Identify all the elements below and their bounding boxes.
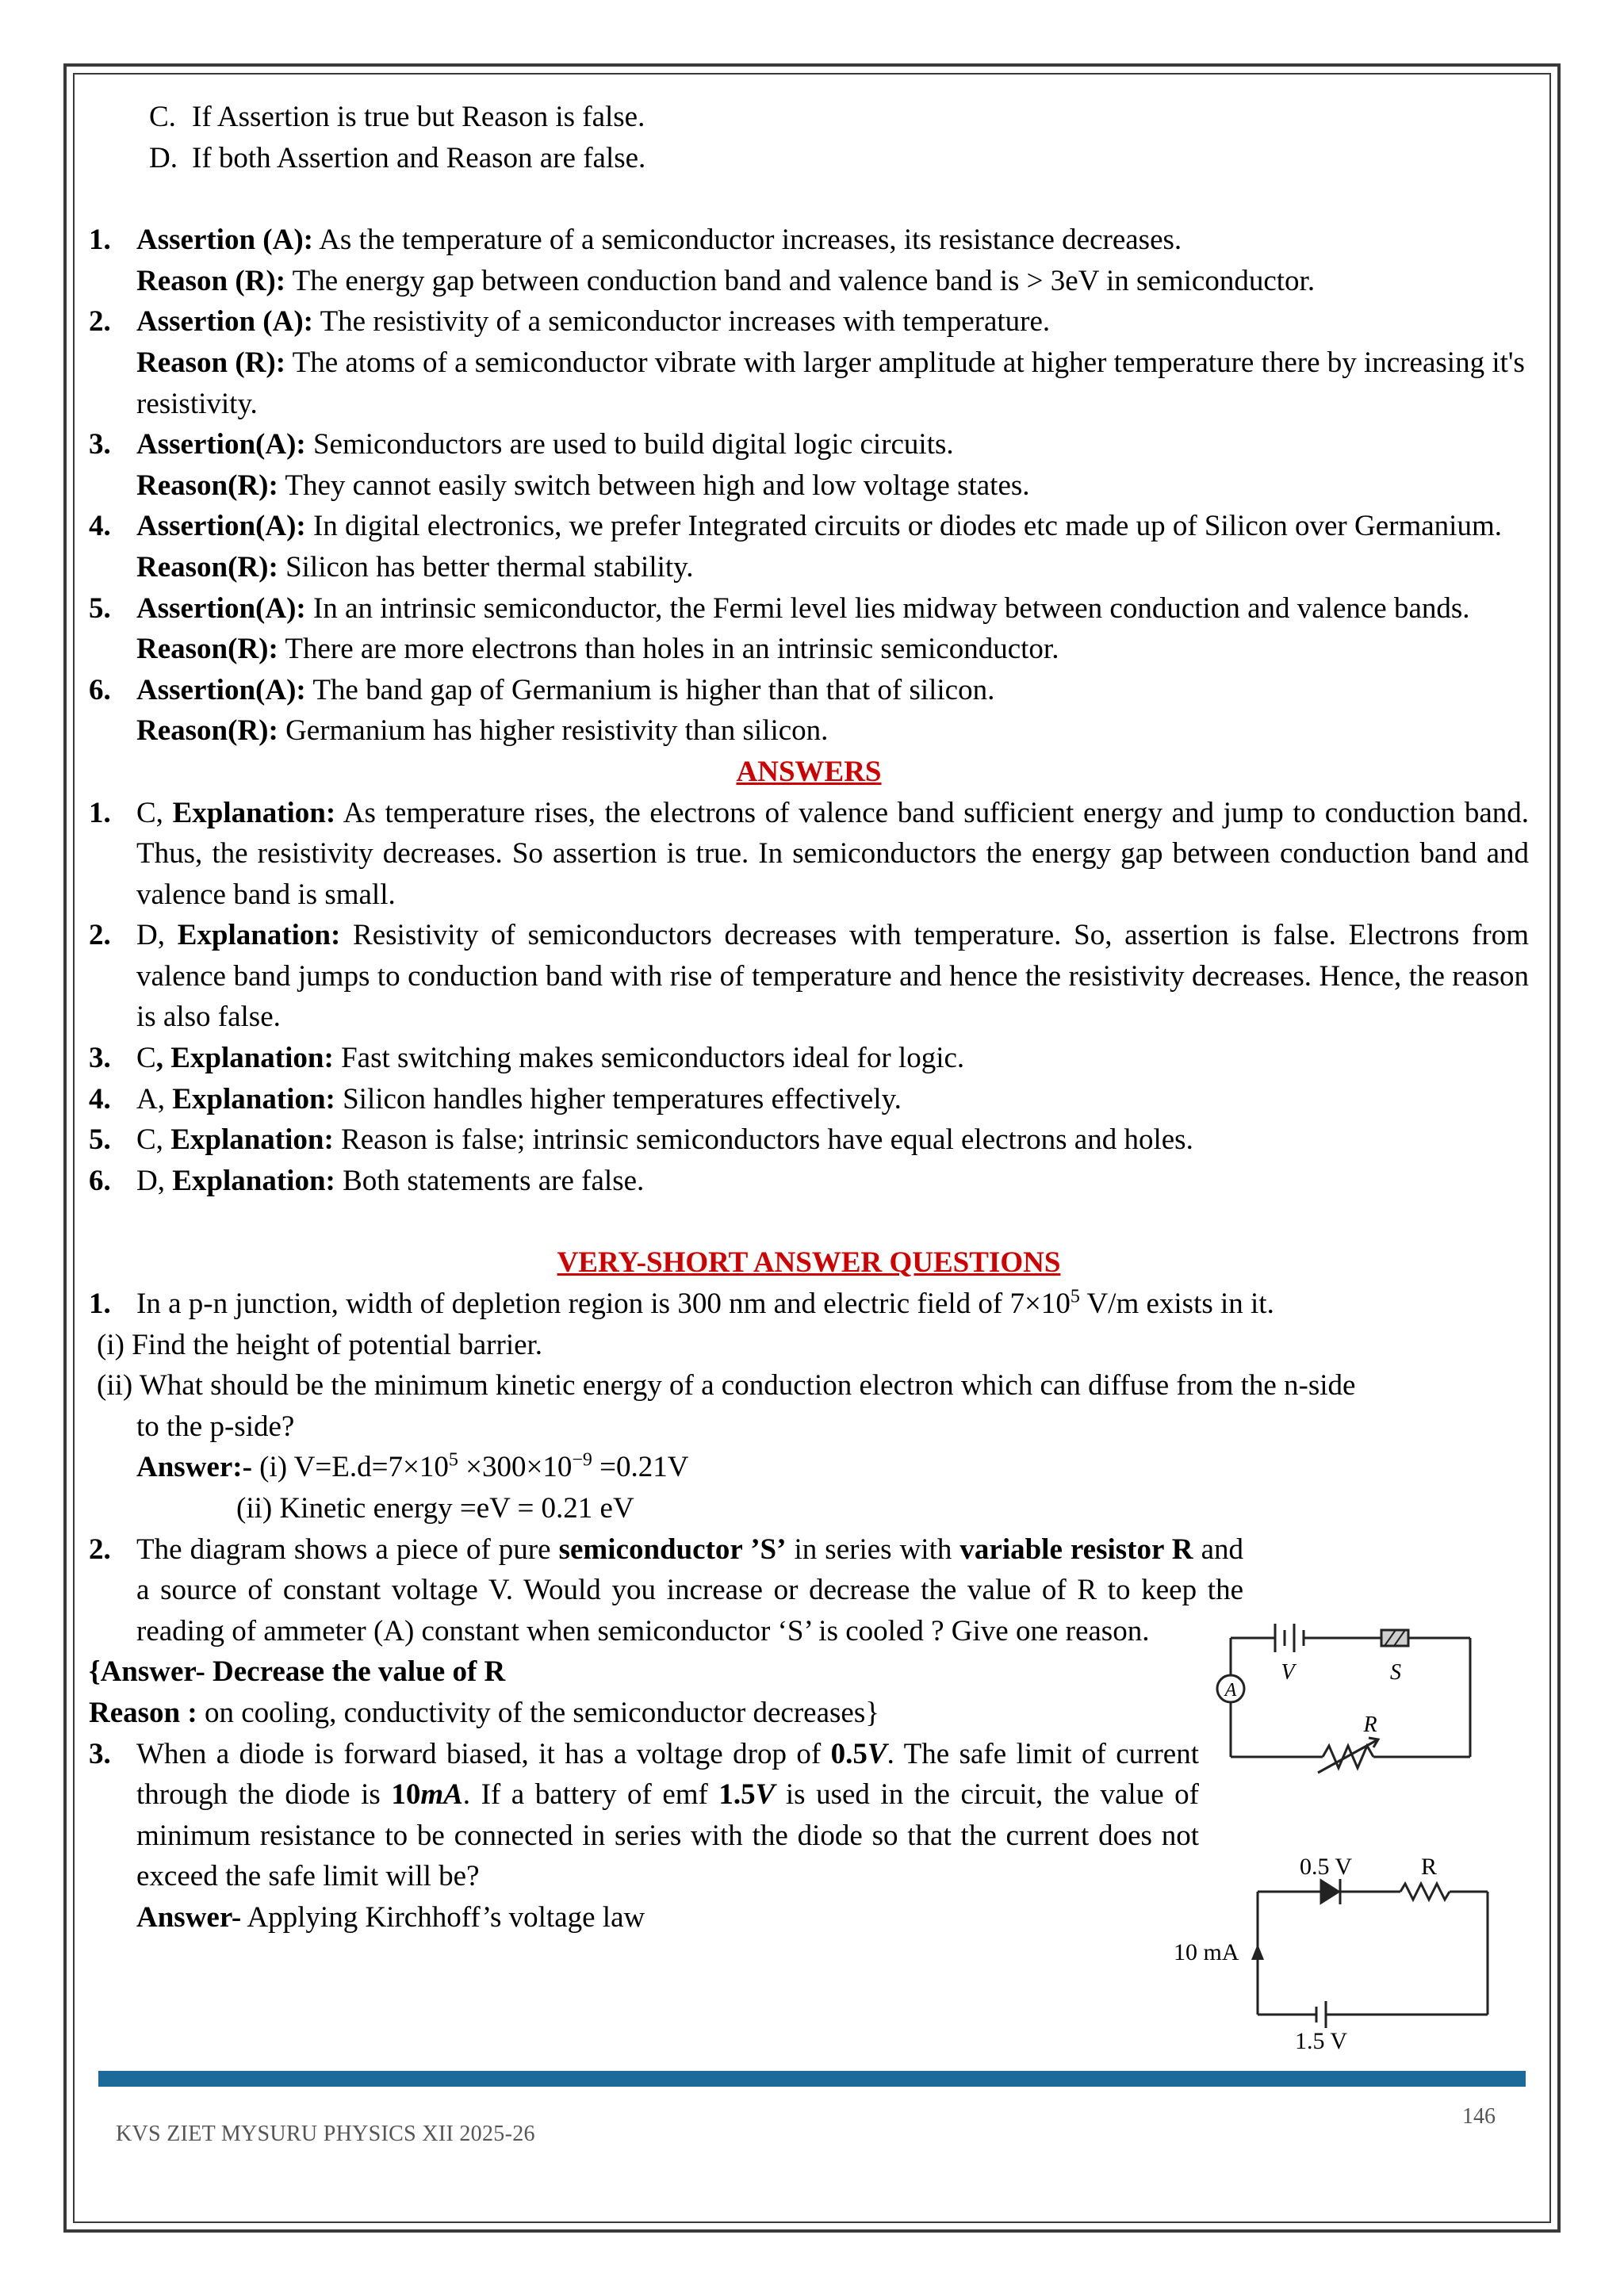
vsa-q2-answer: {Answer- Decrease the value of R — [89, 1655, 506, 1689]
fig2-label-battery: 1.5 V — [1294, 2028, 1348, 2050]
fig1-label-v: V — [1281, 1660, 1295, 1685]
answer-2: 2. D, Explanation: Resistivity of semiconductors decreases with temperature. So, assertion is false. Electrons from valence band jumps to conduction band with rise of temperature and hence the resistivity decreases. Hence, the reason is also false. — [89, 919, 1529, 1034]
fig1-label-s: S — [1390, 1660, 1401, 1685]
fig2-label-r: R — [1420, 1854, 1438, 1880]
answer-6: 6. D, Explanation: Both statements are false. — [89, 1164, 645, 1197]
ar-question-2: 2. Assertion (A): The resistivity of a semiconductor increases with temperature. Reason (R): The atoms of a semiconductor vibrate with larger amplitude at higher temperature there by increasing it's resistivity. — [89, 305, 1525, 420]
vsa-q1-answer: Answer:- (i) $V=E.d=7\times 10^5 \times 300\times 10^{-9} =0.21V$ — [136, 1450, 689, 1484]
page-number: 146 — [1462, 2104, 1496, 2129]
vsa-heading: VERY-SHORT ANSWER QUESTIONS — [557, 1246, 1061, 1280]
ar-question-6: 6. Assertion(A): The band gap of Germanium is higher than that of silicon. Reason(R): Germanium has higher resistivity than silicon. — [89, 673, 995, 748]
footer-text: KVS ZIET MYSURU PHYSICS XII 2025-26 — [116, 2122, 535, 2146]
answer-5: 5. C, Explanation: Reason is false; intrinsic semiconductors have equal electrons and holes. — [89, 1123, 1193, 1157]
vsa-question-2: 2. The diagram shows a piece of pure semiconductor ’S’ in series with variable resistor R and a source of constant voltage V. Would you increase or decrease the value of R to keep the reading of ammeter (A) constant when semiconductor ‘S’ is cooled ? Give one reason. — [89, 1533, 1243, 1647]
vsa-question-3: 3. When a diode is forward biased, it has a voltage drop of 0.5V. The safe limit of current through the diode is 10mA. If a battery of emf 1.5V is used in the circuit, the value of minimum resistance to be connected in series with the diode so that the current does not exceed the safe limit will be? Answer- Applying Kirchhoff’s voltage law — [89, 1734, 1529, 1938]
footer-bar — [98, 2071, 1526, 2087]
ar-question-3: 3. Assertion(A): Semiconductors are used to build digital logic circuits. Reason(R): They cannot easily switch between high and low voltage states. — [89, 428, 1030, 502]
fig1-label-r: R — [1363, 1712, 1377, 1737]
option-d: D. If both Assertion and Reason are false. — [149, 141, 646, 174]
ar-question-1: 1. Assertion (A): As the temperature of a semiconductor increases, its resistance decreases. Reason (R): The energy gap between conduction band and valence band is > 3eV in semiconductor. — [89, 224, 1316, 297]
vsa-q1-continuation: to the p-side? Answer:- (i) $V=E.d=7\times 10^5 \times 300\times 10^{-9} =0.21V$ — [89, 1406, 1529, 1488]
fig1-label-a: A — [1224, 1680, 1237, 1701]
answer-4: 4. A, Explanation: Silicon handles higher temperatures effectively. — [89, 1082, 902, 1115]
fig2-label-current: 10 mA — [1174, 1939, 1239, 1965]
semiconductor-circuit-diagram — [1215, 1614, 1484, 1797]
vsa-question-1: 1. In a p-n junction, width of depletion region is 300 nm and electric field of $7\times 10^5$ V/m exists in it. — [89, 1286, 1274, 1321]
answers-heading: ANSWERS — [736, 755, 882, 788]
option-c: C. If Assertion is true but Reason is false. — [149, 101, 645, 133]
answer-3: 3. C, Explanation: Fast switching makes semiconductors ideal for logic. — [89, 1042, 965, 1075]
ar-question-5: 5. Assertion(A): In an intrinsic semiconductor, the Fermi level lies midway between conduction and valence bands. Reason(R): There are more electrons than holes in an intrinsic semiconductor. — [89, 591, 1470, 666]
vsa-q1-part-ii: (ii) What should be the minimum kinetic energy of a conduction electron which can diffuse from the n-side — [97, 1369, 1356, 1402]
vsa-q1-part-i: (i) Find the height of potential barrier. — [97, 1328, 543, 1361]
answer-1: 1. C, Explanation: As temperature rises, the electrons of valence band sufficient energy and jump to conduction band. Thus, the resistivity decreases. So assertion is true. In semiconductors the energy gap between conduction band and valence band is small. — [89, 796, 1529, 911]
vsa-q1-answer-ii: (ii) Kinetic energy =eV = 0.21 eV — [236, 1492, 634, 1525]
diode-circuit-diagram — [1170, 1844, 1503, 2050]
vsa-q3-answer: Answer- Applying Kirchhoff’s voltage law — [136, 1900, 645, 1934]
ar-question-4: 4. Assertion(A): In digital electronics, we prefer Integrated circuits or diodes etc made up of Silicon over Germanium. Reason(R): Silicon has better thermal stability. — [89, 510, 1502, 584]
vsa-q2-reason: Reason : on cooling, conductivity of the semiconductor decreases} — [89, 1696, 879, 1729]
fig2-label-diode-voltage: 0.5 V — [1299, 1854, 1353, 1880]
